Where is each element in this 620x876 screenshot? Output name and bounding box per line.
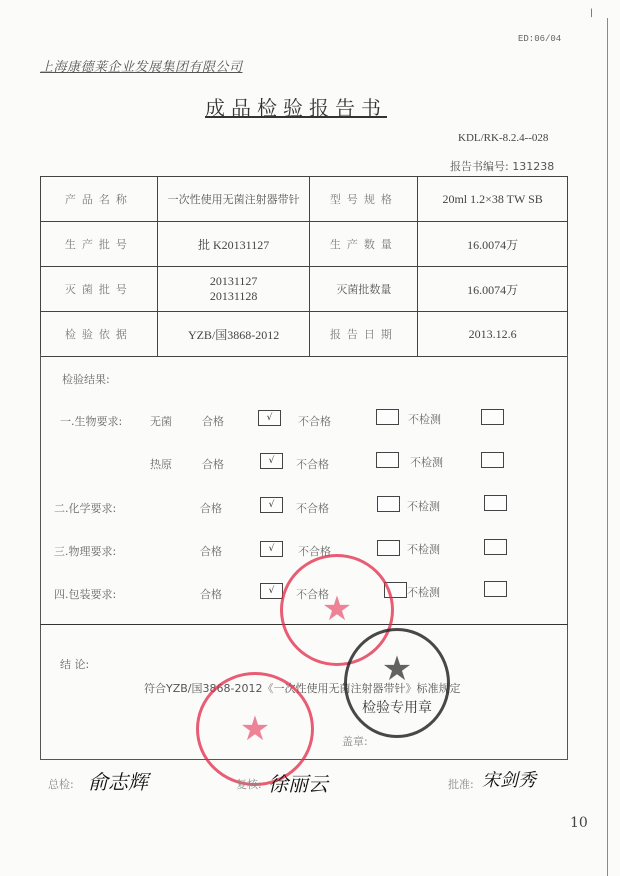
not-tested-label: 不检测	[407, 500, 440, 513]
seal-label: 盖章:	[342, 735, 368, 748]
sterilization-batch-2: 20131128	[209, 289, 258, 303]
table-row	[41, 177, 568, 222]
not-tested-label: 不检测	[410, 456, 443, 469]
page-edge-line	[607, 18, 608, 876]
checkbox-packaging-fail[interactable]	[384, 582, 407, 598]
category-physical: 三.物理要求:	[54, 545, 117, 558]
form-code: ED:06/04	[518, 34, 562, 44]
checkbox-chemical-fail[interactable]	[377, 496, 400, 512]
reviewer-signature: 徐丽云	[268, 772, 328, 796]
checkbox-packaging-not-tested[interactable]	[484, 581, 507, 597]
checkbox-sterility-not-tested[interactable]	[481, 409, 504, 425]
not-tested-label: 不检测	[407, 586, 440, 599]
label-sterilization-batch: 灭菌批号	[41, 267, 158, 312]
label-product-name: 产品名称	[41, 177, 158, 222]
value-product-name: 一次性使用无菌注射器带针	[157, 177, 310, 222]
reviewer-label: 复核:	[236, 778, 262, 791]
pass-label: 合格	[200, 588, 222, 601]
star-icon: ★	[381, 649, 413, 689]
checkbox-pyrogen-not-tested[interactable]	[481, 452, 504, 468]
checkbox-physical-pass[interactable]: √	[260, 541, 283, 557]
company-name: 上海康德莱企业发展集团有限公司	[40, 60, 243, 75]
star-icon: ★	[321, 589, 353, 629]
checkbox-pyrogen-pass[interactable]: √	[260, 453, 283, 469]
label-sterilization-quantity: 灭菌批数量	[310, 267, 418, 312]
value-sterilization-batch	[157, 267, 310, 312]
table-row	[41, 267, 568, 312]
fail-label: 不合格	[296, 502, 329, 515]
table-row	[41, 222, 568, 267]
sterilization-batch-1: 20131127	[209, 274, 258, 288]
results-heading: 检验结果:	[62, 373, 110, 386]
category-chemical: 二.化学要求:	[54, 502, 117, 515]
label-report-date: 报告日期	[310, 312, 418, 357]
value-sterilization-quantity: 16.0074万	[418, 267, 568, 312]
star-icon: ★	[239, 709, 271, 749]
document-number: KDL/RK-8.2.4--028	[458, 132, 549, 144]
value-production-batch: 批 K20131127	[157, 222, 310, 267]
checkbox-physical-not-tested[interactable]	[484, 539, 507, 555]
report-number	[450, 158, 554, 174]
checkbox-chemical-pass[interactable]: √	[260, 497, 283, 513]
label-inspection-basis: 检验依据	[41, 312, 158, 357]
table-row	[41, 312, 568, 357]
pass-label: 合格	[200, 502, 222, 515]
fail-label: 不合格	[298, 415, 331, 428]
checkbox-packaging-pass[interactable]: √	[260, 583, 283, 599]
value-report-date: 2013.12.6	[418, 312, 568, 357]
checkbox-pyrogen-fail[interactable]	[376, 452, 399, 468]
category-packaging: 四.包装要求:	[54, 588, 117, 601]
chief-inspector-signature: 俞志辉	[88, 770, 148, 794]
sub-pyrogen: 热原	[150, 458, 172, 471]
pass-label: 合格	[202, 415, 224, 428]
report-number-label: 报告书编号:	[450, 160, 509, 173]
label-production-batch: 生产批号	[41, 222, 158, 267]
label-model-spec: 型号规格	[310, 177, 418, 222]
category-biological: 一.生物要求:	[60, 415, 123, 428]
product-info-table	[40, 176, 568, 357]
label-production-quantity: 生产数量	[310, 222, 418, 267]
seal-text: 检验专用章	[362, 700, 432, 716]
fail-label: 不合格	[296, 588, 329, 601]
not-tested-label: 不检测	[408, 413, 441, 426]
checkbox-sterility-fail[interactable]	[376, 409, 399, 425]
value-model-spec: 20ml 1.2×38 TW SB	[418, 177, 568, 222]
checkbox-physical-fail[interactable]	[377, 540, 400, 556]
page-number: 10	[570, 815, 588, 831]
pass-label: 合格	[202, 458, 224, 471]
value-production-quantity: 16.0074万	[418, 222, 568, 267]
value-inspection-basis: YZB/国3868-2012	[157, 312, 310, 357]
sub-sterility: 无菌	[150, 415, 172, 428]
check-mark-annotation: /	[588, 7, 596, 20]
approver-signature: 宋剑秀	[482, 770, 536, 791]
report-number-value: 131238	[512, 160, 555, 173]
conclusion-text: 符合YZB/国3868-2012《一次性使用无菌注射器带针》标准规定	[144, 682, 461, 695]
not-tested-label: 不检测	[407, 543, 440, 556]
approver-label: 批准:	[448, 778, 474, 791]
chief-inspector-label: 总检:	[48, 778, 74, 791]
checkbox-chemical-not-tested[interactable]	[484, 495, 507, 511]
fail-label: 不合格	[296, 458, 329, 471]
pass-label: 合格	[200, 545, 222, 558]
checkbox-sterility-pass[interactable]: √	[258, 410, 281, 426]
fail-label: 不合格	[298, 545, 331, 558]
document-title: 成品检验报告书	[205, 96, 387, 120]
conclusion-label: 结 论:	[60, 658, 90, 671]
